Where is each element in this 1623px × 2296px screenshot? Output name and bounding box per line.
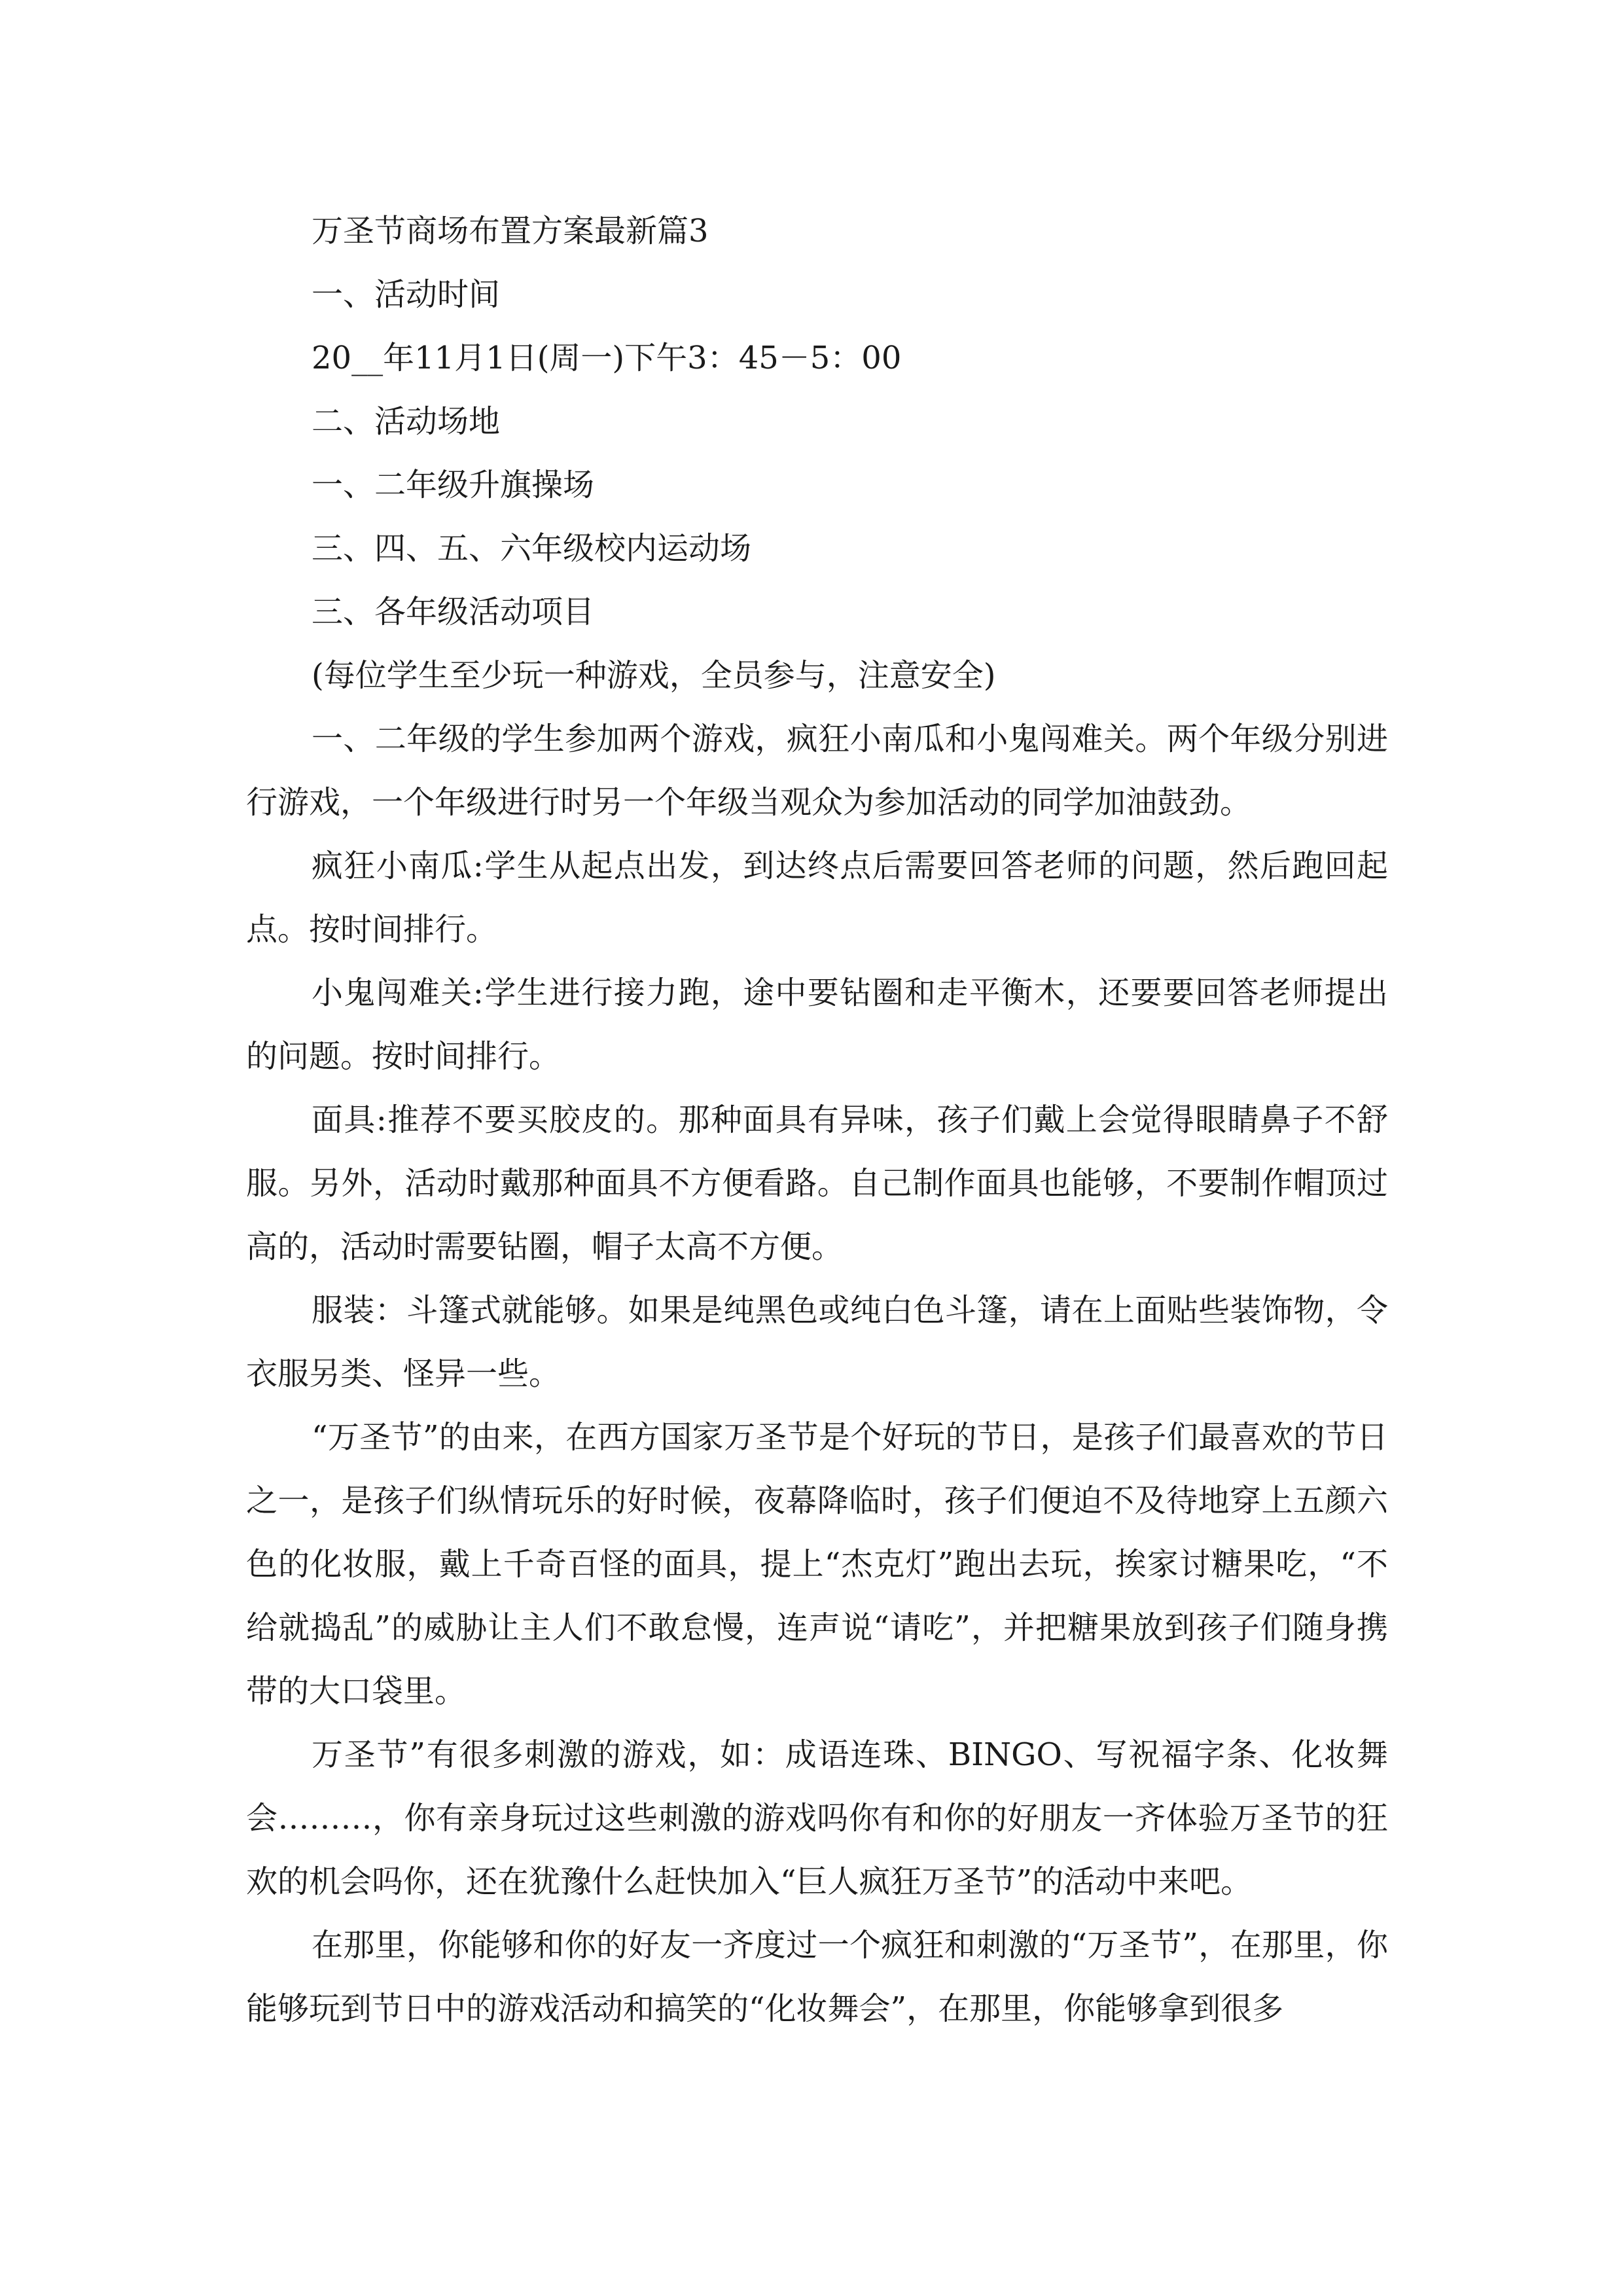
document-title: 万圣节商场布置方案最新篇3 xyxy=(312,213,709,249)
body-paragraph: “万圣节”的由来，在西方国家万圣节是个好玩的节日，是孩子们最喜欢的节日之一，是孩子们纵情玩乐的好时候，夜幕降临时，孩子们便迫不及待地穿上五颜六色的化妆服，戴上千奇百怪的面具，提上“杰克灯”跑出去玩，挨家讨糖果吃，“不给就捣乱”的威胁让主人们不敢怠慢，连声说“请吃”，并把糖果放到孩子们随身携带的大口袋里。 xyxy=(246,1419,1388,1710)
body-paragraph: 服装：斗篷式就能够。如果是纯黑色或纯白色斗篷，请在上面贴些装饰物，令衣服另类、怪异一些。 xyxy=(246,1292,1388,1392)
section-heading-activities: 三、各年级活动项目 xyxy=(312,594,595,630)
section-heading-venue: 二、活动场地 xyxy=(312,403,501,440)
body-paragraph: 在那里，你能够和你的好友一齐度过一个疯狂和刺激的“万圣节”，在那里，你能够玩到节日中的游戏活动和搞笑的“化妆舞会”，在那里，你能够拿到很多 xyxy=(246,1927,1388,2027)
venue-item: 三、四、五、六年级校内运动场 xyxy=(312,530,752,567)
body-paragraph: 小鬼闯难关:学生进行接力跑，途中要钻圈和走平衡木，还要要回答老师提出的问题。按时间排行。 xyxy=(246,975,1388,1075)
body-paragraph: 疯狂小南瓜:学生从起点出发，到达终点后需要回答老师的问题，然后跑回起点。按时间排行。 xyxy=(246,848,1388,948)
body-paragraph: 面具:推荐不要买胶皮的。那种面具有异味，孩子们戴上会觉得眼睛鼻子不舒服。另外，活动时戴那种面具不方便看路。自己制作面具也能够，不要制作帽顶过高的，活动时需要钻圈，帽子太高不方便。 xyxy=(246,1102,1388,1265)
section-heading-time: 一、活动时间 xyxy=(312,276,501,313)
document-body xyxy=(246,200,1388,2041)
activities-note: (每位学生至少玩一种游戏，全员参与，注意安全) xyxy=(312,657,996,694)
body-paragraph: 万圣节”有很多刺激的游戏，如：成语连珠、BINGO、写祝福字条、化妆舞会………，你有亲身玩过这些刺激的游戏吗你有和你的好朋友一齐体验万圣节的狂欢的机会吗你，还在犹豫什么赶快加入“巨人疯狂万圣节”的活动中来吧。 xyxy=(246,1736,1388,1900)
venue-item: 一、二年级升旗操场 xyxy=(312,467,595,503)
body-paragraph: 一、二年级的学生参加两个游戏，疯狂小南瓜和小鬼闯难关。两个年级分别进行游戏，一个年级进行时另一个年级当观众为参加活动的同学加油鼓劲。 xyxy=(246,721,1388,821)
activity-time-text: 20__年11月1日(周一)下午3：45－5：00 xyxy=(312,340,902,376)
